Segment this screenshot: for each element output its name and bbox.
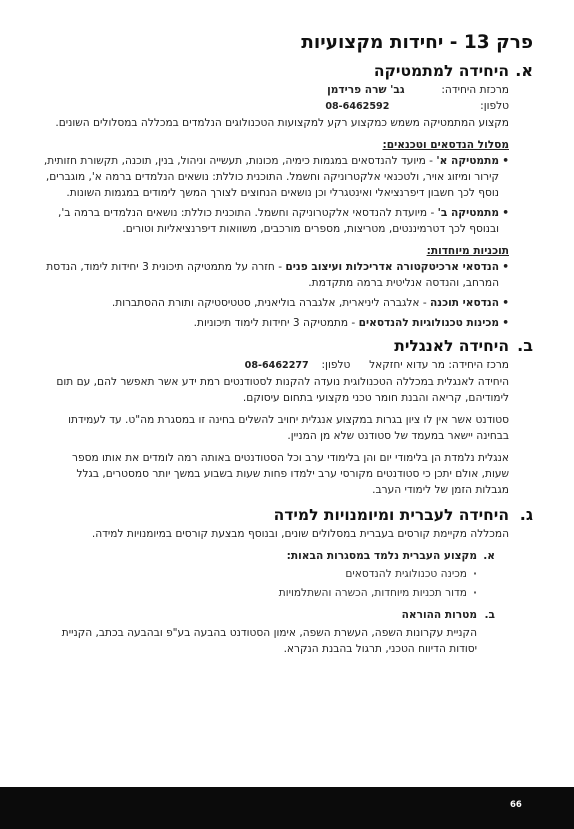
coordinator-line <box>43 82 509 98</box>
special-programs-heading: תוכניות מיוחדות: <box>426 245 509 257</box>
list-item <box>43 259 509 291</box>
phone-label: טלפון: <box>321 359 351 371</box>
section-letter: א. <box>515 61 533 80</box>
page-number: 66 <box>510 800 522 810</box>
hebrew-items <box>43 548 495 657</box>
english-paragraph: אנגלית נלמדת הן בלימודי יום והן בלימודי ערב וכל הסטודנטים באותה רמה לומדים את אותו מספר שעות, אולם יתכן כי סטודנטים מקורסי ערב ילמדו פחות שעות בשבוע במשך יותר סמסטרים, בגלל מגבלות הזמן של לימודי הערב. <box>71 452 509 496</box>
item-title: מטרות ההוראה <box>401 609 477 621</box>
section-letter: ב. <box>517 336 533 355</box>
phone-number: 08-6462277 <box>244 360 309 371</box>
item-text: - מיועדת להנדסאי אלקטרוניקה וחשמל. התוכנית כוללת: נושאים הנלמדים ברמה ב', ובנוסף לכך דטרמיננטים, מטריצות, מספרים מורכבים, משוואות דיפרנציאליות וטורים. <box>58 207 499 235</box>
item-a-heading <box>43 548 495 564</box>
section-letter: ג. <box>519 505 533 524</box>
chapter-title: פרק 13 - יחידות מקצועיות <box>301 32 533 53</box>
list-item <box>43 315 509 331</box>
footer-bar <box>0 787 574 829</box>
engineers-track-list <box>43 153 509 237</box>
list-item <box>43 153 509 201</box>
phone-line <box>43 98 509 115</box>
phone-number: 08-6462592 <box>325 101 390 112</box>
list-item: · מדור תכניות מיוחדות, הכשרה והשתלמויות <box>43 585 477 601</box>
item-bold: הנדסאי ארכיטקטורה אדריכלות ועיצוב פנים <box>285 261 499 273</box>
item-letter: א. <box>483 550 495 562</box>
engineers-track-heading: מסלול הנדסאים וטכנאים: <box>382 139 509 151</box>
item-text: - אלגברה ליניארית, אלגברה בוליאנית, סטטיסטיקה ותורת ההסתברות. <box>111 297 431 309</box>
section-title: היחידה לאנגלית <box>394 337 509 355</box>
item-title: מקצוע העברית נלמד במסגרות הבאות: <box>286 550 477 562</box>
list-item <box>43 205 509 237</box>
special-programs-list <box>43 259 509 331</box>
list-item: · מכינה טכנולוגית להנדסאים <box>43 566 477 582</box>
section-hebrew-body <box>43 526 509 657</box>
section-english-heading <box>43 335 533 357</box>
section-title: היחידה למתמטיקה <box>373 62 509 80</box>
item-bold: מכינות טכנולוגיות להנדסאים <box>358 317 499 329</box>
item-text: - מתמטיקה 3 יחידות לימוד תיכוניות. <box>193 317 359 329</box>
hebrew-intro: המכללה מקיימת קורסים בעברית במסלולים שונים, ובנוסף מבצעת קורסים במיומנויות למידה. <box>91 528 509 540</box>
section-english-body <box>43 357 509 498</box>
coordinator-text: מרכז היחידה: מר עדוא יחזקאל <box>369 359 509 371</box>
item-b-heading <box>43 607 495 623</box>
english-paragraph: היחידה לאנגלית במכללה הטכנולוגית נועדה להקנות לסטודנטים רמת ידע אשר תאפשר להם, עם תום לימודיהם, קריאה והבנת חומר טכני מקצועי בתחום עיסוקם. <box>56 376 509 404</box>
math-intro: מקצוע המתמטיקה משמש כמקצוע רקע למקצועות הטכנולוגים הנלמדים במכללה במסלולים השונים. <box>55 117 509 129</box>
item-bold: מתמטיקה א' <box>436 155 499 167</box>
item-b-text: הקניית עקרונות השפה, העשרת השפה, אימון הסטודנט בהבעה בע"פ ובהבעה בכתב, הקניית יסודות הדיווח הטכני, תרגול בהבנת הנקרא. <box>61 627 477 655</box>
section-math-body <box>43 82 509 331</box>
section-title: היחידה לעברית ומיומנויות למידה <box>273 506 509 524</box>
coordinator-line <box>43 357 509 374</box>
item-bold: מתמטיקה ב' <box>437 207 499 219</box>
section-math-heading <box>43 60 533 82</box>
item-text: - מיועד להנדסאים במגמות כימיה, מכונות, תעשייה וניהול, בנין, תוכנה, תקשורת חזותית, קירור ומיזוג אויר, ולטכנאי אלקטרוניקה וחשמל. התוכנית כוללת: נושאים הנלמדים ברמה א', מוגברים, נוסף לכך חשבון דיפרנציאלי ואינטגרלי וכן נושאים הנחוצים לצורך המשך לימודים במגמות השונות. <box>43 155 499 199</box>
coordinator-name: גב' שרה פרידמן <box>327 84 405 96</box>
list-item <box>43 295 509 311</box>
item-text: - חזרה על מתמטיקה תיכונית 3 יחידות לימוד, הנדסת המרחב, והנדסה אנליטית ברמה מתקדמת. <box>46 261 499 289</box>
english-paragraph: סטודנט אשר אין לו ציון בגרות במקצוע אנגלית יחויב להשלים בחינה זו במסגרת מה"ט. עד לעמידתו בבחינה יישאר במעמד של סטודנט שלא מן המניין. <box>68 414 509 442</box>
item-a-list <box>43 566 477 601</box>
section-hebrew-heading <box>43 504 533 526</box>
item-bold: הנדסאי תוכנה <box>430 297 499 309</box>
item-letter: ב. <box>484 609 495 621</box>
phone-label: טלפון: <box>480 100 509 112</box>
coordinator-label: מרכזת היחידה: <box>441 84 509 96</box>
page-content <box>43 30 533 661</box>
